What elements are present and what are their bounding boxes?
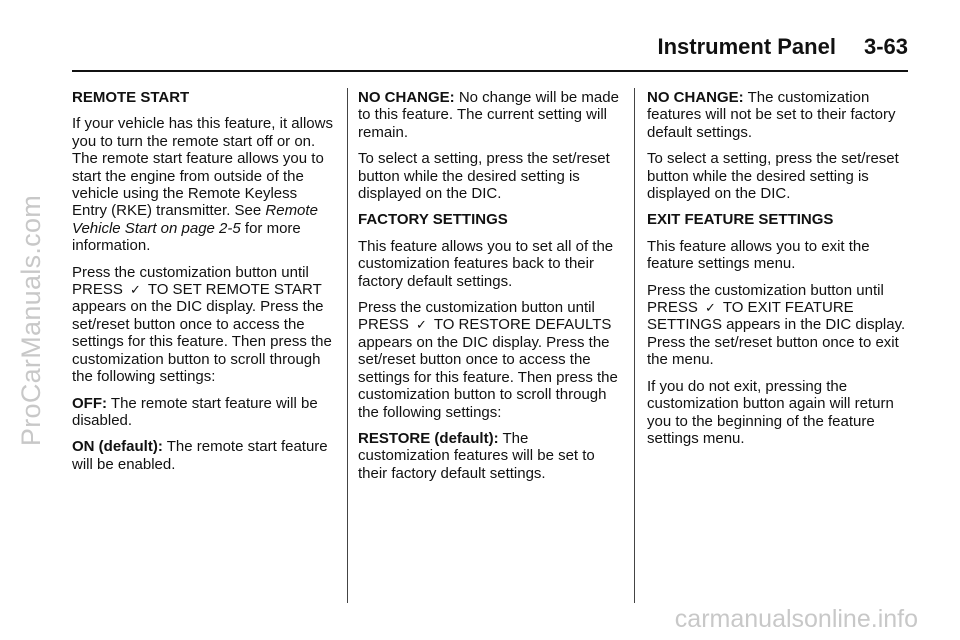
setting-label: NO CHANGE: (358, 89, 455, 106)
setting-description: The remote start feature will be disabled. (72, 394, 318, 429)
paragraph-text: This feature allows you to set all of the customization features back to their factory default settings. (358, 237, 614, 290)
setting-item (358, 89, 620, 141)
setting-description: No change will be made to this feature. The current setting will remain. (358, 89, 619, 141)
column-1 (72, 89, 334, 482)
bottom-watermark (675, 605, 918, 634)
setting-item (647, 89, 909, 141)
paragraph-text: TO EXIT FEATURE SETTINGS appears in the DIC display. Press the set/reset button once to exit the menu. (647, 299, 906, 369)
paragraph-text: Press the customization button until PRESS (358, 299, 595, 334)
paragraph (72, 264, 334, 386)
side-watermark (12, 0, 52, 640)
paragraph-text: TO SET REMOTE START appears on the DIC display. Press the set/reset button once to access the settings for this feature. Then press the customization button to scroll through the following settings: (72, 281, 332, 386)
page-header (657, 34, 908, 60)
section-heading: REMOTE START (72, 89, 190, 106)
check-mark-icon: ✓ (416, 317, 427, 333)
setting-label: NO CHANGE: (647, 89, 744, 106)
setting-label: OFF: (72, 394, 107, 412)
paragraph-text: If your vehicle has this feature, it allows you to turn the remote start off or on. The remote start feature allows you to start the engine from outside of the vehicle using the Remote Keyless Entry (RKE) transmitter. See (72, 115, 333, 220)
paragraph-text: Press the customization button until PRESS (72, 263, 309, 299)
section-title: Instrument Panel (657, 34, 836, 59)
side-watermark-text: ProCarManuals.com (16, 194, 47, 446)
paragraph (358, 238, 620, 290)
bottom-watermark-text: carmanualsonline.info (674, 605, 918, 633)
paragraph-text: Press the customization button until PRESS (647, 281, 884, 317)
paragraph-text: TO RESTORE DEFAULTS appears on the DIC display. Press the set/reset button once to access the settings for this feature. Then press the customization button to scroll through the following settings: (358, 316, 618, 421)
setting-label: ON (default): (72, 438, 163, 456)
paragraph (358, 299, 620, 421)
paragraph-text: If you do not exit, pressing the customization button again will return you to the beginning of the feature settings menu. (647, 377, 894, 447)
paragraph-text: To select a setting, press the set/reset button while the desired setting is displayed on the DIC. (358, 150, 610, 203)
header-rule (72, 70, 908, 72)
paragraph (647, 378, 909, 448)
setting-description: The customization features will not be set to their factory default settings. (647, 89, 896, 141)
paragraph (647, 238, 909, 273)
paragraph (647, 282, 909, 369)
check-mark-icon: ✓ (130, 282, 141, 298)
paragraph-text: for more information. (72, 219, 301, 255)
column-divider-1 (347, 88, 348, 603)
page-number: 3-63 (863, 34, 908, 59)
setting-label: RESTORE (default): (358, 429, 499, 447)
setting-item (72, 395, 334, 430)
paragraph-text: This feature allows you to exit the feature settings menu. (647, 237, 870, 273)
setting-item (72, 438, 334, 473)
section-heading: FACTORY SETTINGS (358, 211, 508, 229)
section-heading: EXIT FEATURE SETTINGS (647, 211, 834, 229)
setting-description: The customization features will be set to their factory default settings. (358, 429, 595, 482)
column-2 (358, 89, 620, 491)
setting-description: The remote start feature will be enabled. (72, 438, 328, 473)
paragraph-text: To select a setting, press the set/reset button while the desired setting is displayed on the DIC. (647, 150, 899, 203)
column-divider-2 (634, 88, 635, 603)
check-mark-icon: ✓ (705, 300, 716, 316)
paragraph (647, 150, 909, 202)
column-3 (647, 89, 909, 456)
setting-item (358, 430, 620, 482)
paragraph (358, 150, 620, 202)
paragraph (72, 115, 334, 254)
cross-reference: Remote Vehicle Start on page 2-5 (72, 202, 318, 237)
